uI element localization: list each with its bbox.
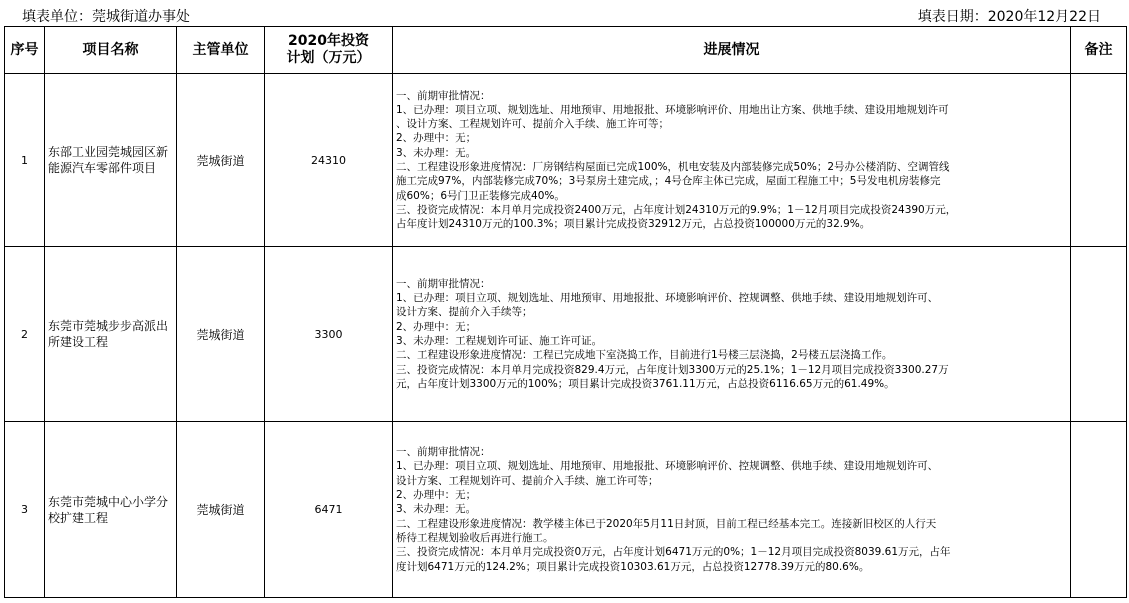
cell-project-name: 东莞市莞城中心小学分校扩建工程 [45,422,177,598]
col-header-note: 备注 [1071,27,1127,74]
progress-line: 一、前期审批情况： [396,446,491,459]
progress-line: 度计划6471万元的124.2%；项目累计完成投资10303.61万元，占总投资12778.39万元的80.6%。 [396,560,870,573]
progress-line: 3、未办理：工程规划许可证、施工许可证。 [396,335,603,347]
progress-line: 二、工程建设形象进度情况：厂房钢结构屋面已完成100%，机电安装及内部装修完成50%；2号办公楼消防、空调管线 [396,161,950,173]
progress-line: 三、投资完成情况：本月单月完成投资829.4万元，占年度计划3300万元的25.1%；1－12月项目完成投资3300.27万 [396,363,949,376]
cell-progress [393,247,1071,422]
progress-line: 施工完成97%，内部装修完成70%；3号泵房土建完成，；4号仓库主体已完成，屋面工程施工中；5号发电机房装修完 [396,175,941,188]
col-header-unit: 主管单位 [177,27,265,74]
cell-project-name: 东部工业园莞城园区新能源汽车零部件项目 [45,74,177,247]
progress-line: 元，占年度计划3300万元的100%；项目累计完成投资3761.11万元，占总投资6116.65万元的61.49%。 [396,377,895,390]
progress-line: 成60%；6号门卫正装修完成40%。 [396,189,565,202]
col-header-seq: 序号 [5,27,45,74]
col-header-plan-line2: 计划（万元） [286,50,371,66]
cell-seq: 3 [5,422,45,598]
progress-line: 、设计方案、工程规划许可、提前介入手续、施工许可等； [396,118,669,131]
progress-line: 二、工程建设形象进度情况：教学楼主体已于2020年5月11日封顶，目前工程已经基本完工。连接新旧校区的人行天 [396,517,937,530]
cell-plan: 24310 [265,74,393,247]
cell-note [1071,247,1127,422]
progress-line: 1、已办理：项目立项、规划选址、用地预审、用地报批、环境影响评价、用地出让方案、供地手续、建设用地规划许可 [396,103,949,116]
cell-unit: 莞城街道 [177,74,265,247]
cell-project-name: 东莞市莞城步步高派出所建设工程 [45,247,177,422]
cell-plan: 3300 [265,247,393,422]
project-table [4,26,1127,598]
table-header-row [5,27,1127,74]
cell-unit: 莞城街道 [177,422,265,598]
fill-date: 填表日期：2020年12月22日 [917,9,1101,25]
cell-note [1071,74,1127,247]
progress-line: 2、办理中：无； [396,132,477,145]
cell-progress [393,422,1071,598]
progress-line: 二、工程建设形象进度情况：工程已完成地下室浇捣工作，目前进行1号楼三层浇捣，2号楼五层浇捣工作。 [396,349,893,362]
progress-line: 桥待工程规划验收后再进行施工。 [396,531,554,544]
progress-line: 一、前期审批情况： [396,89,491,102]
cell-progress [393,74,1071,247]
cell-note [1071,422,1127,598]
progress-line: 设计方案、提前介入手续等； [396,306,533,319]
cell-unit: 莞城街道 [177,247,265,422]
progress-line: 三、投资完成情况：本月单月完成投资0万元，占年度计划6471万元的0%；1－12月项目完成投资8039.61万元，占年 [396,546,951,559]
progress-line: 2、办理中：无； [396,489,477,502]
progress-line: 3、未办理：无。 [396,503,477,516]
table-row [5,74,1127,247]
cell-plan: 6471 [265,422,393,598]
fill-unit: 填表单位：莞城街道办事处 [22,9,190,25]
progress-line: 设计方案、工程规划许可、提前介入手续、施工许可等； [396,474,659,487]
col-header-name: 项目名称 [45,27,177,74]
col-header-plan [265,27,393,74]
progress-line: 占年度计划24310万元的100.3%；项目累计完成投资32912万元，占总投资100000万元的32.9%。 [396,218,871,231]
cell-seq: 1 [5,74,45,247]
progress-line: 一、前期审批情况： [396,277,491,290]
table-row [5,247,1127,422]
progress-line: 三、投资完成情况：本月单月完成投资2400万元，占年度计划24310万元的9.9%；1－12月项目完成投资24390万元， [396,203,957,216]
progress-line: 1、已办理：项目立项、规划选址、用地预审、用地报批、环境影响评价、控规调整、供地手续、建设用地规划许可、 [396,460,939,473]
col-header-plan-line1: 2020年投资 [288,33,369,49]
col-header-progress: 进展情况 [393,27,1071,74]
progress-line: 1、已办理：项目立项、规划选址、用地预审、用地报批、环境影响评价、控规调整、供地手续、建设用地规划许可、 [396,292,939,305]
cell-seq: 2 [5,247,45,422]
progress-line: 2、办理中：无； [396,320,477,333]
progress-line: 3、未办理：无。 [396,146,477,159]
table-row [5,422,1127,598]
